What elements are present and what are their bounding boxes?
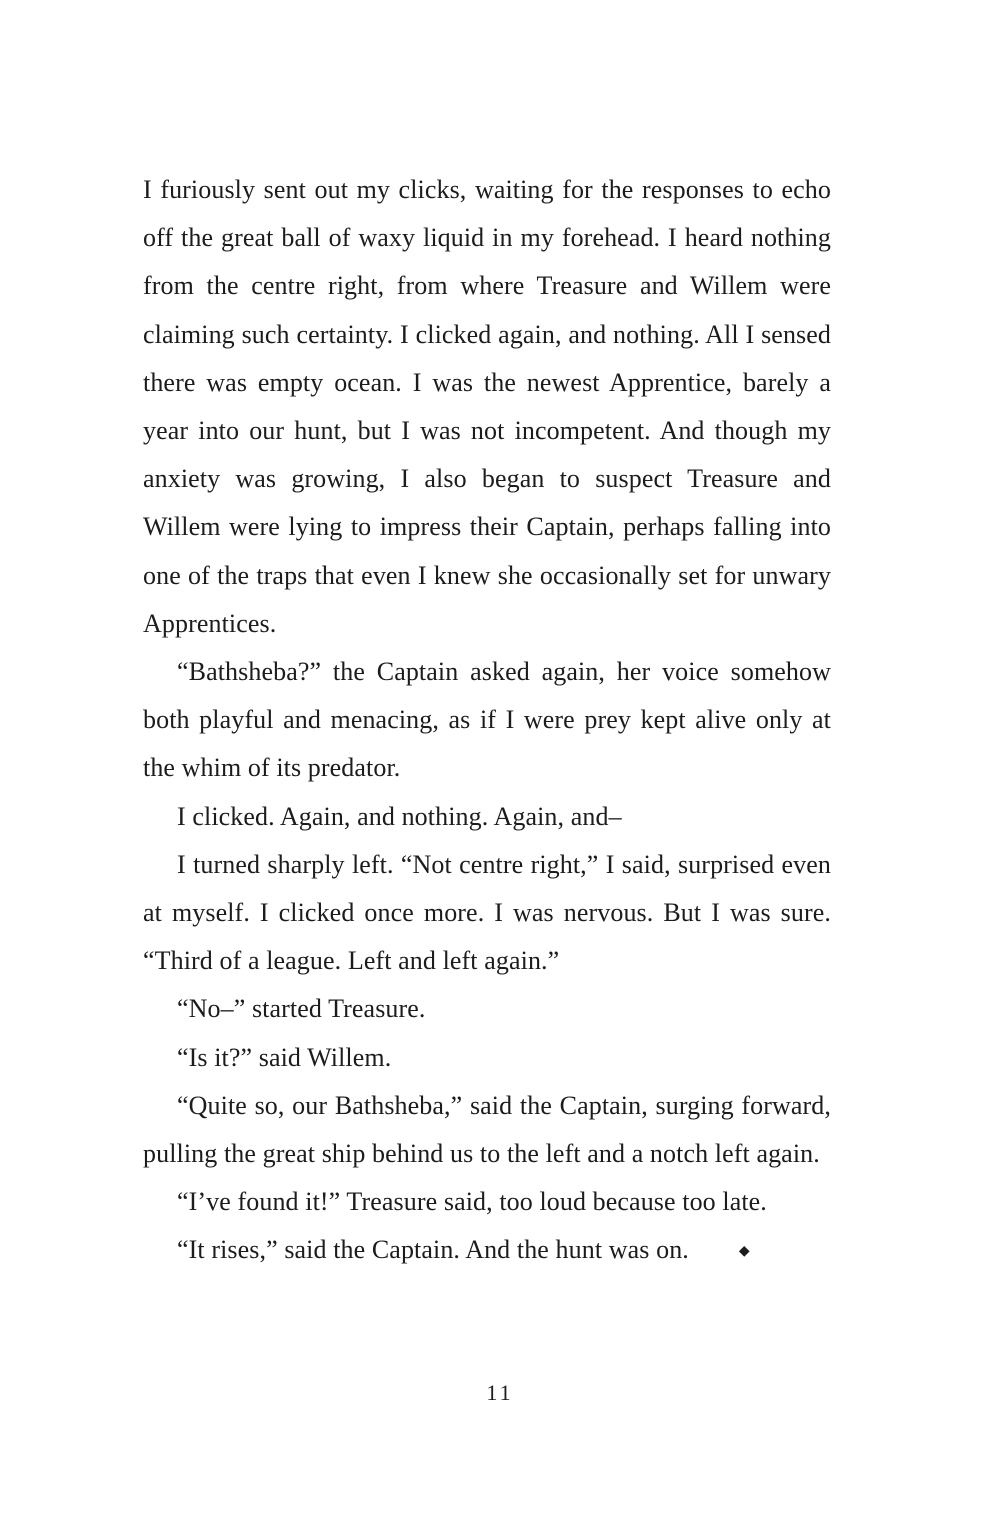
paragraph-2: “Bathsheba?” the Captain asked again, her voice somehow both playful and menacing, as if I were prey kept alive only at the whim of its predator. xyxy=(143,657,831,783)
paragraph-3: I clicked. Again, and nothing. Again, and– xyxy=(177,801,622,831)
paragraph-9 xyxy=(143,1226,831,1276)
paragraph-8: “I’ve found it!” Treasure said, too loud because too late. xyxy=(177,1187,767,1217)
paragraph-9-text: “It rises,” said the Captain. And the hunt was on. xyxy=(177,1235,689,1265)
paragraph-5: “No–” started Treasure. xyxy=(177,994,426,1024)
page-number: 11 xyxy=(486,1380,514,1405)
section-end-diamond-icon: ◆ xyxy=(738,1244,750,1260)
paragraph-6: “Is it?” said Willem. xyxy=(177,1042,392,1072)
paragraph-7: “Quite so, our Bathsheba,” said the Captain, surging forward, pulling the great ship behind us to the left and a notch left again. xyxy=(143,1090,831,1169)
body-text xyxy=(143,166,831,1277)
paragraph-1: I furiously sent out my clicks, waiting for the responses to echo off the great ball of waxy liquid in my forehead. I heard nothing from the centre right, from where Treasure and Willem were claiming such certainty. I clicked again, and nothing. All I sensed there was empty ocean. I was the newest Apprentice, barely a year into our hunt, but I was not incompetent. And though my anxiety was growing, I also began to suspect Treasure and Willem were lying to impress their Captain, perhaps falling into one of the traps that even I knew she occasionally set for unwary Apprentices. xyxy=(143,175,831,638)
paragraph-4: I turned sharply left. “Not centre right,” I said, surprised even at myself. I clicked once more. I was nervous. But I was sure. “Third of a league. Left and left again.” xyxy=(143,849,831,976)
